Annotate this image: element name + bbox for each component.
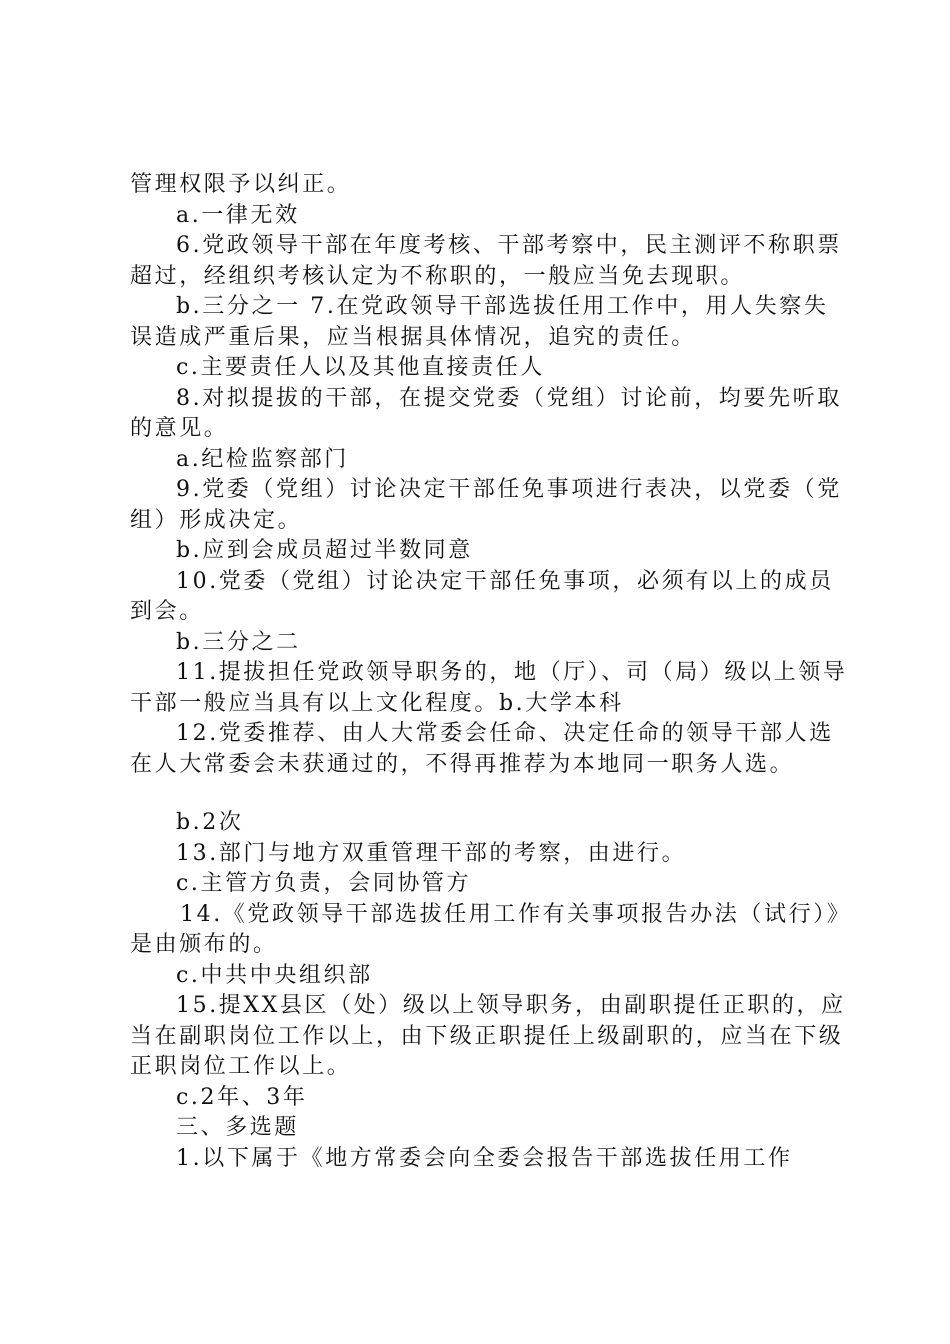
paragraph-gap	[130, 780, 850, 808]
answer-line: b.2次	[176, 810, 244, 835]
answer-line: c.中共中央组织部	[176, 962, 373, 988]
answer-line: b.应到会成员超过半数同意	[176, 538, 473, 563]
answer-line: c.主管方负责，会同协管方	[176, 871, 472, 896]
multi-choice-question-1: 1.以下属于《地方常委会向全委会报告干部选拔任用工作	[176, 1145, 793, 1171]
question-10: 10.党委（党组）讨论决定干部任免事项，必须有以上的成员到会。	[130, 568, 834, 624]
answer-line: b.三分之二	[176, 629, 301, 655]
question-6: 6.党政领导干部在年度考核、干部考察中，民主测评不称职票超过，经组织考核认定为不称职的，一般应当免去现职。	[130, 233, 842, 289]
answer-line: a.纪检监察部门	[176, 446, 349, 472]
document-body	[130, 170, 850, 1174]
question-12: 12.党委推荐、由人大常委会任命、决定任命的领导干部人选在人大常委会未获通过的，不得再推荐为本地同一职务人选。	[130, 721, 834, 777]
answer-line: c.2年、3年	[176, 1084, 308, 1110]
section-heading: 三、多选题	[176, 1115, 300, 1140]
question-9: 9.党委（党组）讨论决定干部任免事项进行表决，以党委（党组）形成决定。	[130, 477, 842, 533]
question-8: 8.对拟提拔的干部，在提交党委（党组）讨论前，均要先听取的意见。	[130, 385, 842, 441]
question-13: 13.部门与地方双重管理干部的考察，由进行。	[176, 840, 687, 866]
answer-line: a.一律无效	[176, 202, 300, 228]
question-14: 14.《党政领导干部选拔任用工作有关事项报告办法（试行）》是由颁布的。	[130, 901, 841, 957]
question-11: 11.提拔担任党政领导职务的，地（厅）、司（局）级以上领导干部一般应当具有以上文化程度。b.大学本科	[130, 660, 848, 716]
answer-and-question-7: b.三分之一 7.在党政领导干部选拔任用工作中，用人失察失误造成严重后果，应当根据具体情况，追究的责任。	[130, 294, 829, 350]
question-15: 15.提XX县区（处）级以上领导职务，由副职提任正职的，应当在副职岗位工作以上，由下级正职提任上级副职的，应当在下级正职岗位工作以上。	[130, 993, 846, 1079]
paragraph-continuation: 管理权限予以纠正。	[130, 172, 352, 197]
answer-line: c.主要责任人以及其他直接责任人	[176, 355, 545, 380]
